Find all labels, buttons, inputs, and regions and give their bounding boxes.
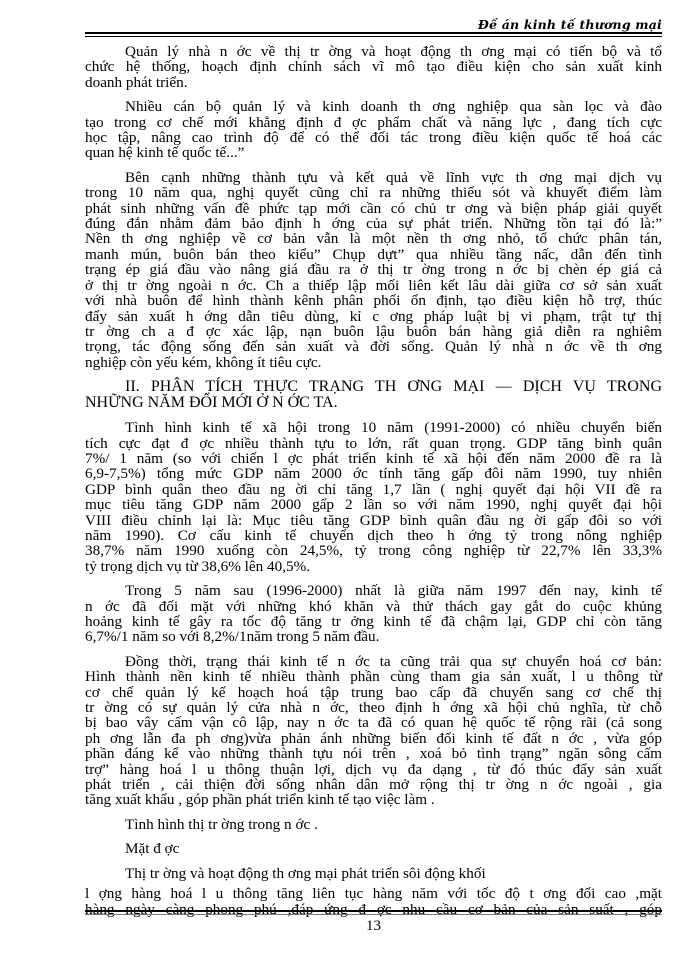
text-line: GDP bình quân theo đầu ng ời chỉ tăng 1,7 lần ( nghị quyết đại hội VII đề ra — [85, 480, 662, 498]
page-number: 13 — [366, 918, 381, 934]
paragraph — [85, 654, 662, 808]
subheading-market: Tình hình thị tr ờng trong n ớc . — [125, 815, 318, 833]
header-rule-thin — [85, 36, 662, 37]
subheading-achievements: Mặt đ ợc — [125, 840, 180, 858]
text-line: Bên cạnh những thành tựu và kết quả về lĩnh vực th ơng mại dịch vụ — [125, 168, 662, 186]
document-body — [85, 44, 662, 926]
paragraph — [85, 99, 662, 161]
text-line: 6,9-7,5%) tổng mức GDP năm 2000 ớc tính tăng gấp đôi năm 1990, tuy nhiên — [85, 465, 662, 483]
paragraph — [85, 886, 662, 917]
text-line: manh mún, buôn bán theo kiểu” Chụp dựt” qua nhiều tầng nấc, dẫn đến tình — [85, 245, 662, 263]
text-line: tích cực đạt đ ợc nhiều thành tựu to lớn, rất quan trọng. GDP tăng bình quân — [85, 434, 662, 452]
text-line: quan hệ kinh tế quốc tế...” — [85, 144, 245, 162]
text-line: ph ơng lẫn đa ph ơng)vừa phản ánh những biến đổi kinh tế đất n ớc , vừa góp — [85, 729, 662, 747]
text-line: với nhà buôn để hình thành kênh phân phối ổn định, tạo điều kiện hỗ trợ, thúc — [85, 292, 662, 310]
text-line: chức hệ thống, hoạch định chính sách vĩ mô tạo điều kiện cho sản xuất kinh — [85, 58, 662, 76]
text-line: đẩy sản xuất h ớng dẫn tiêu dùng, kỉ c ơng pháp luật bị vi phạm, trật tự thị — [85, 307, 662, 325]
text-line: Quản lý nhà n ớc về thị tr ờng và hoạt động th ơng mại có tiến bộ và tổ — [125, 43, 662, 60]
text-line: ở thị tr ờng ngoài n ớc. Ch a thiếp lập mối liên kết lâu dài giữa cơ sở sản xuất — [85, 276, 662, 294]
page-header — [85, 0, 662, 40]
text-line: mục tiêu tăng GDP năm 2000 gấp 2 lần so với năm 1990, nghị quyết đại hội — [85, 496, 662, 514]
heading-line: NHỮNG NĂM ĐỔI MỚI Ở N ỚC TA. — [85, 394, 338, 412]
text-line: tạo trong cơ chế mới khẳng định đ ợc phẩm chất và năng lực , đang tích cực — [85, 113, 662, 131]
footer-rule — [85, 910, 662, 912]
text-line: cơ chế quản lý kế hoạch hoá tập trung bao cấp đã chuyển sang cơ chế thị — [85, 683, 662, 701]
text-line: bị bao vây cấm vận cô lập, nay n ớc ta đã có quan hệ quốc tế rộng rãi (cả song — [85, 714, 662, 732]
text-line: Đồng thời, trạng thái kinh tế n ớc ta cũng trải qua sự chuyển hoá cơ bản: — [125, 652, 662, 670]
text-line: nghiệp còn yếu kém, không ít tiêu cực. — [85, 353, 322, 371]
text-line: 38,7% năm 1990 xuống còn 24,5%, tỷ trong công nghiệp từ 22,7% lên 33,3% — [85, 542, 662, 560]
section-heading — [85, 379, 662, 411]
text-line: hàng ngày càng phong phú ,đáp ứng đ ợc nhu cầu cơ bản của sản suất , góp — [85, 900, 662, 918]
text-line: VIII điều chỉnh lại là: Mục tiêu tăng GDP bình quân đầu ng ời gấp đôi so với — [85, 511, 662, 529]
header-rule — [85, 32, 662, 34]
text-line: doanh phát triển. — [85, 73, 188, 91]
text-line: tr ờng ch a đ ợc xác lập, nạn buôn lậu buôn bán hàng giả diễn ra nghiêm — [85, 322, 662, 340]
text-line: Hình thành nền kinh tế nhiều thành phần cùng tham gia sản xuất, l u thông từ — [85, 668, 662, 686]
paragraph-intro-line: Thị tr ờng và hoạt động th ơng mại phát triển sôi động khối — [125, 864, 486, 882]
header-title: Đề án kinh tế thương mại — [477, 17, 662, 32]
text-line: phát sinh những vấn đề phức tạp mới cần có chủ tr ơng và biện pháp giải quyết — [85, 199, 662, 217]
text-line: Tình hình kinh tế xã hội trong 10 năm (1991-2000) có nhiều chuyển biến — [125, 419, 662, 437]
text-line: trạng ép giá đầu vào nâng giá đầu ra ở thị tr ờng trong n ớc bị chèn ép giá cả — [85, 261, 662, 279]
text-line: trợ” hàng hoá l u thông thuận lợi, dịch vụ đa dạng , từ đó thúc đẩy sản xuất — [85, 760, 662, 778]
paragraph — [85, 170, 662, 370]
text-line: tăng xuất khẩu , góp phần phát triển kinh tế tạo việc làm . — [85, 791, 435, 809]
paragraph — [85, 44, 662, 90]
text-line: phần đáng kể vào những thành tựu nói trên , xoá bỏ tình trạng” ngăn sông cấm — [85, 745, 662, 763]
text-line: tr ờng có sự quản lý cửa nhà n ớc, theo định h ớng xã hội chủ nghĩa, từ chỗ — [85, 699, 662, 717]
text-line: hoảng kinh tế gây ra tốc độ tăng tr ởng kinh tế đã chậm lại, GDP chỉ còn tăng — [85, 613, 662, 630]
text-line: năm 1990). Cơ cấu kinh tế chuyển dịch theo h ớng tỷ trong nông nghiệp — [85, 526, 662, 544]
text-line: trong 10 năm qua, nghị quyết cũng chỉ ra những thiếu sót và khuyết điểm làm — [85, 184, 662, 202]
text-line: đúng đắn nhằm đảm bảo định h ớng của sự phát triển. Những tồn tại đó là:” — [85, 215, 662, 233]
paragraph — [85, 583, 662, 645]
text-line: n ớc đã đối mặt với những khó khăn và thử thách gay gắt do cuộc khủng — [85, 597, 662, 615]
heading-line: II. PHÂN TÍCH THỰC TRẠNG TH ƠNG MẠI — DỊCH VỤ TRONG — [125, 378, 662, 396]
text-line: Nhiều cán bộ quản lý và kinh doanh th ơng nghiệp qua sàn lọc và đào — [125, 98, 662, 116]
text-line: Nền th ơng nghiệp về cơ bản vẫn là một nền th ơng nhỏ, tổ chức phân tán, — [85, 230, 662, 248]
text-line: 7%/ 1 năm (so với chiến l ợc phát triển kinh tế xã hội đến năm 2000 đề ra là — [85, 449, 662, 467]
footer-rule-thin — [85, 914, 662, 915]
text-line: học tập, nâng cao trình độ để có thể đối tác trong điều kiện quốc tế hoá các — [85, 129, 662, 147]
text-line: trọng, tác động sống đến sản xuất và đời sống. Quản lý nhà n ớc về th ơng — [85, 338, 662, 356]
text-line: l ợng hàng hoá l u thông tăng liên tục hàng năm với tốc độ t ơng đối cao ,mặt — [85, 885, 662, 903]
text-line: 6,7%/1 năm so với 8,2%/1năm trong 5 năm đầu. — [85, 628, 380, 646]
paragraph — [85, 420, 662, 574]
text-line: phát triển , cải thiện đời sống nhân dân mở rộng thị tr ờng n ớc ngoài , gia — [85, 776, 662, 794]
text-line: Trong 5 năm sau (1996-2000) nhất là giữa năm 1997 đến nay, kinh tế — [125, 582, 662, 600]
text-line: tỷ trọng dịch vụ từ 38,6% lên 40,5%. — [85, 557, 311, 575]
